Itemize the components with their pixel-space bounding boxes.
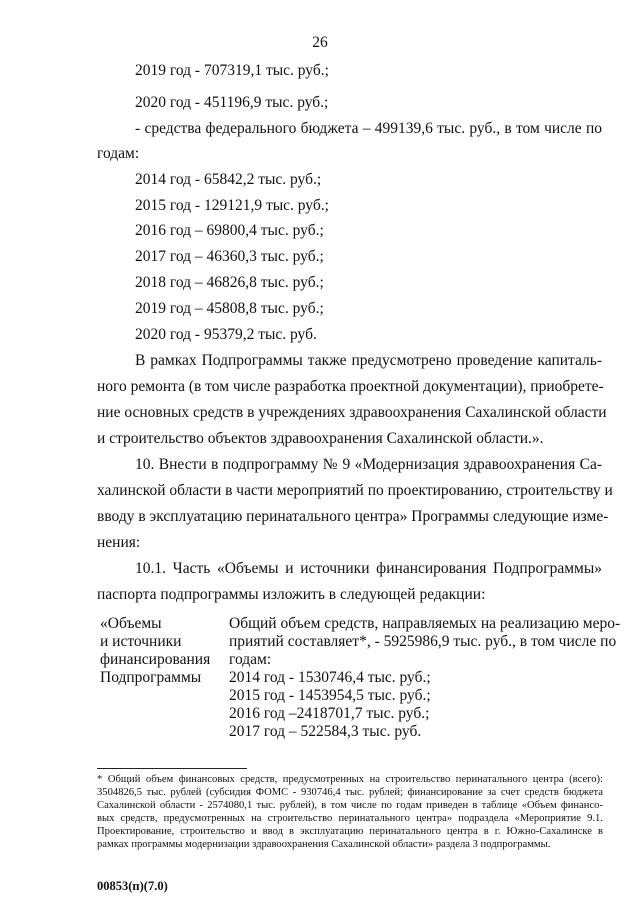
year-line: 2019 год – 45808,8 тыс. руб.;	[135, 300, 324, 317]
footnote-line: рамках программы модернизации здравоохранения Сахалинской области» раздела 3 подпрограммы.	[97, 839, 551, 850]
table-text: Общий объем средств, направляемых на реализацию меро-	[229, 615, 621, 632]
year-line: 2019 год - 707319,1 тыс. руб.;	[135, 62, 329, 79]
paragraph-line: и строительство объектов здравоохранения Сахалинской области.».	[97, 430, 544, 447]
footnote-line: * Общий объем финансовых средств, предусмотренных на строительство перинатального центра (всего):	[97, 774, 603, 785]
table-year: 2015 год - 1453954,5 тыс. руб.;	[229, 687, 431, 704]
year-line: 2017 год – 46360,3 тыс. руб.;	[135, 248, 324, 265]
table-label: финансирования	[100, 651, 211, 668]
table-text: приятий составляет*, - 5925986,9 тыс. руб., в том числе по	[229, 633, 617, 650]
footnote-line: Сахалинской области - 2574080,1 тыс. рублей), в том числе по годам приведен в таблице «Объем финансо-	[97, 800, 603, 811]
year-line: 2018 год – 46826,8 тыс. руб.;	[135, 274, 324, 291]
paragraph-line: ного ремонта (в том числе разработка проектной документации), приобрете-	[97, 378, 604, 395]
paragraph-line: нения:	[97, 534, 141, 551]
paragraph-line: ние основных средств в учреждениях здравоохранения Сахалинской области	[97, 404, 607, 421]
footnote-divider	[97, 768, 247, 769]
paragraph-line: 10. Внести в подпрограмму № 9 «Модернизация здравоохранения Са-	[135, 456, 602, 473]
paragraph-line: халинской области в части мероприятий по проектированию, строительству и	[97, 482, 613, 499]
year-line: 2015 год - 129121,9 тыс. руб.;	[135, 197, 329, 214]
table-label: и источники	[100, 633, 182, 650]
year-line: 2014 год - 65842,2 тыс. руб.;	[135, 171, 322, 188]
year-line: 2020 год - 451196,9 тыс. руб.;	[135, 94, 329, 111]
table-year: 2014 год - 1530746,4 тыс. руб.;	[229, 669, 431, 686]
year-line: 2016 год – 69800,4 тыс. руб.;	[135, 222, 324, 239]
footnote-line: 3504826,5 тыс. рублей (субсидия ФОМС - 930746,4 тыс. рублей; финансирование за счет средств бюджета	[97, 787, 603, 798]
footnote-line: вых средств, предусмотренных на строительство перинатального центра» подраздела «Мероприятие 9.1.	[97, 813, 603, 824]
document-code: 00853(п)(7.0)	[97, 879, 168, 893]
table-label: «Объемы	[100, 615, 162, 632]
footnote-line: Проектирование, строительство и ввод в эксплуатацию перинатального центра в г. Южно-Сахалинске в	[97, 826, 603, 837]
table-label: Подпрограммы	[100, 669, 202, 686]
table-year: 2017 год – 522584,3 тыс. руб.	[229, 723, 422, 740]
paragraph-line: паспорта подпрограммы изложить в следующей редакции:	[97, 586, 486, 603]
year-line: 2020 год - 95379,2 тыс. руб.	[135, 326, 317, 343]
paragraph-line: В рамках Подпрограммы также предусмотрено проведение капиталь-	[135, 352, 602, 369]
page-number: 26	[312, 34, 328, 51]
federal-budget-line-cont: годам:	[97, 145, 140, 162]
table-text: годам:	[229, 651, 272, 668]
table-year: 2016 год –2418701,7 тыс. руб.;	[229, 705, 430, 722]
paragraph-line: вводу в эксплуатацию перинатального центра» Программы следующие изме-	[97, 508, 609, 525]
paragraph-line: 10.1. Часть «Объемы и источники финансирования Подпрограммы»	[135, 560, 602, 577]
federal-budget-line: - средства федерального бюджета – 499139,6 тыс. руб., в том числе по	[135, 120, 602, 137]
